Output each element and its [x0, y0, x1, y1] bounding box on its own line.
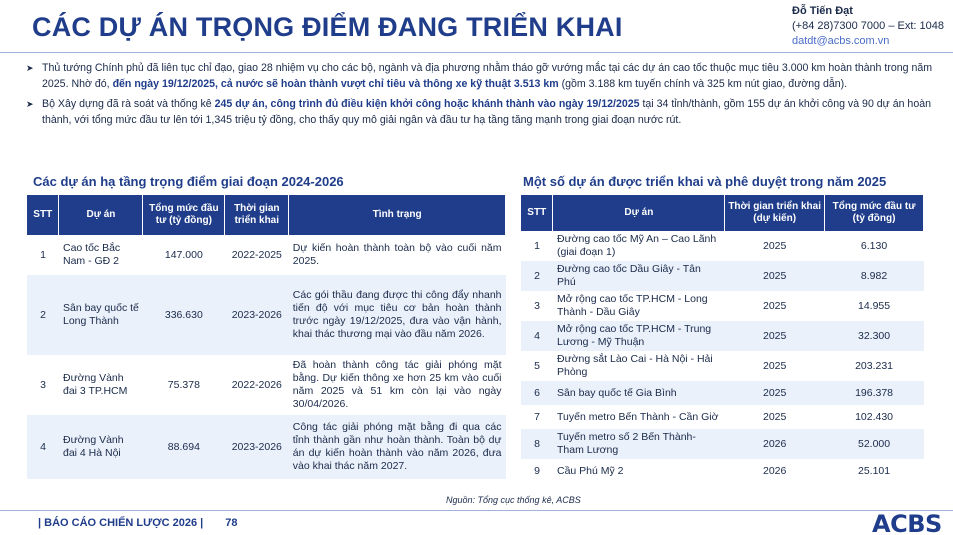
- cell-stt: 4: [27, 415, 59, 479]
- cell-investment: 196.378: [825, 381, 924, 405]
- table-row: [521, 429, 924, 459]
- cell-project: Đường sắt Lào Cai - Hà Nội - Hải Phòng: [556, 353, 713, 378]
- cell-stt: 2: [521, 261, 553, 291]
- bullet-highlight: đến ngày 19/12/2025, cả nước sẽ hoàn thành vượt chỉ tiêu và thông xe kỹ thuật 3.513 km: [112, 78, 559, 90]
- column-header: Dự án: [59, 195, 143, 235]
- cell-investment: 147.000: [164, 248, 203, 261]
- infrastructure-projects-table: [27, 195, 506, 479]
- cell-status: Các gói thầu đang được thi công đẩy nhanh tiến độ với mục tiêu cơ bản hoàn thành trước ngày 19/12/2025, đưa vào vận hành, khai thác thương mại vào đầu năm 2026.: [289, 275, 506, 355]
- cell-period: 2023-2026: [225, 275, 289, 355]
- cell-stt: 1: [534, 239, 540, 252]
- cell-status: Dự kiến hoàn thành toàn bộ vào cuối năm 2025.: [292, 242, 502, 267]
- table-row: [27, 235, 506, 275]
- cell-stt: 7: [534, 410, 540, 423]
- bullet-highlight: 245 dự án, công trình đủ điều kiện khởi công hoặc khánh thành vào ngày 19/12/2025: [214, 98, 640, 110]
- cell-investment: 75.378: [167, 378, 200, 391]
- cell-stt: 2: [27, 275, 59, 355]
- table-header-row: [27, 195, 506, 235]
- bullet-text: Thủ tướng Chính phủ đã liên tục chỉ đạo, giao 28 nhiệm vụ cho các bộ, ngành và địa phương nhằm tháo gỡ vướng mắc tại các dự án cao tốc thuộc mục tiêu 3.000 km hoàn thành trong năm 2025. Nhờ đó,: [42, 62, 933, 90]
- column-header: Thời gian triển khai (dự kiến): [725, 195, 825, 231]
- table-row: [521, 351, 924, 381]
- bullet-item: [26, 96, 948, 128]
- table-row: [521, 321, 924, 351]
- cell-investment: 52.000: [825, 429, 924, 459]
- page-number: 78: [225, 517, 238, 529]
- column-header: STT: [521, 195, 553, 231]
- table-row: [27, 275, 506, 355]
- cell-project: Cầu Phú Mỹ 2: [556, 464, 624, 477]
- cell-project: Mở rộng cao tốc TP.HCM - Long Thành - Dầu Giây: [556, 293, 708, 318]
- cell-period: 2025: [762, 299, 787, 312]
- report-name: | BÁO CÁO CHIẾN LƯỢC 2026 |: [38, 517, 204, 529]
- cell-investment: 102.430: [855, 410, 894, 423]
- footer: [38, 517, 238, 529]
- cell-investment: 336.630: [143, 275, 225, 355]
- cell-period: 2026: [725, 429, 825, 459]
- arrow-bullet-icon: ➤: [26, 63, 34, 73]
- table2-title: Một số dự án được triển khai và phê duyệt trong năm 2025: [523, 174, 887, 189]
- table-row: [521, 381, 924, 405]
- cell-period: 2023-2026: [225, 415, 289, 479]
- bullet-text: Bộ Xây dựng đã rà soát và thống kê: [42, 98, 215, 110]
- bullet-text: (gồm 3.188 km tuyến chính và 325 km nút giao, đường dẫn).: [558, 78, 848, 90]
- header-divider: [0, 52, 953, 53]
- cell-period: 2025: [725, 381, 825, 405]
- cell-project: Đường cao tốc Dầu Giây - Tân Phú: [553, 261, 725, 291]
- table-row: [521, 291, 924, 321]
- cell-stt: 9: [534, 464, 540, 477]
- table-row: [521, 405, 924, 429]
- cell-project: Đường Vành đai 3 TP.HCM: [62, 372, 128, 397]
- cell-project: Tuyến metro Bến Thành - Cần Giờ: [556, 410, 719, 423]
- table-header-row: [521, 195, 924, 231]
- summary-bullets: [26, 60, 948, 132]
- bullet-text: tại 34 tỉnh/thành, gồm 155 dự án khởi công và 90 dự án hoàn thành, với tổng mức đầu tư lên tới 1,345 triệu tỷ đồng, cho thấy quy mô giải ngân và đầu tư hạ tầng tăng mạnh trong giai đoạn nước rút.: [42, 98, 932, 126]
- cell-investment: 32.300: [825, 321, 924, 351]
- cell-stt: 3: [534, 299, 540, 312]
- column-header: Tổng mức đầu tư (tỷ đồng): [143, 195, 225, 235]
- table-row: [27, 415, 506, 479]
- author-email-link[interactable]: datdt@acbs.com.vn: [792, 35, 890, 47]
- bullet-item: [26, 60, 948, 92]
- cell-stt: 1: [40, 248, 46, 261]
- cell-stt: 8: [521, 429, 553, 459]
- cell-investment: 14.955: [857, 299, 891, 312]
- cell-stt: 6: [521, 381, 553, 405]
- table-row: [521, 261, 924, 291]
- table1-title: Các dự án hạ tầng trọng điểm giai đoạn 2024-2026: [33, 174, 344, 189]
- cell-stt: 5: [534, 359, 540, 372]
- cell-investment: 203.231: [855, 359, 894, 372]
- cell-project: Mở rộng cao tốc TP.HCM - Trung Lương - Mỹ Thuận: [553, 321, 725, 351]
- cell-investment: 25.101: [857, 464, 891, 477]
- cell-stt: 3: [40, 378, 46, 391]
- cell-project: Sân bay quốc tế Gia Bình: [553, 381, 725, 405]
- author-phone: (+84 28)7300 7000 – Ext: 1048: [792, 20, 944, 32]
- cell-project: Sân bay quốc tế Long Thành: [59, 275, 143, 355]
- cell-period: 2025: [762, 410, 787, 423]
- column-header: Tổng mức đầu tư (tỷ đồng): [825, 195, 924, 231]
- cell-status: Công tác giải phóng mặt bằng đi qua các tỉnh thành gần như hoàn thành. Toàn bộ dự án dự kiến hoàn thành vào năm 2026, đưa vào khai thác năm 2027.: [289, 415, 506, 479]
- author-name: Đỗ Tiến Đạt: [792, 5, 853, 17]
- cell-project: Cao tốc Bắc Nam - GĐ 2: [62, 242, 121, 267]
- cell-project: Tuyến metro số 2 Bến Thành-Tham Lương: [553, 429, 725, 459]
- acbs-logo: ACBS: [872, 510, 942, 535]
- cell-stt: 4: [521, 321, 553, 351]
- cell-investment: 6.130: [860, 239, 888, 252]
- table-row: [521, 459, 924, 483]
- column-header: STT: [27, 195, 59, 235]
- cell-period: 2026: [762, 464, 787, 477]
- footer-divider: [0, 510, 953, 511]
- cell-period: 2025: [762, 359, 787, 372]
- cell-status: Đã hoàn thành công tác giải phóng mặt bằng. Dự kiến thông xe hơn 25 km vào cuối năm 2025 và 51 km còn lại vào ngày 30/04/2026.: [292, 359, 502, 410]
- column-header: Thời gian triển khai: [225, 195, 289, 235]
- table-row: [521, 231, 924, 261]
- cell-period: 2025: [725, 321, 825, 351]
- column-header: Dự án: [553, 195, 725, 231]
- author-contact: [792, 4, 944, 49]
- cell-period: 2025: [762, 239, 787, 252]
- cell-period: 2022-2025: [231, 248, 282, 261]
- cell-period: 2025: [725, 261, 825, 291]
- page-title: CÁC DỰ ÁN TRỌNG ĐIỂM ĐANG TRIỂN KHAI: [32, 12, 623, 42]
- cell-project: Đường cao tốc Mỹ An – Cao Lãnh (giai đoạn 1): [556, 233, 717, 258]
- column-header: Tình trạng: [289, 195, 506, 235]
- cell-investment: 8.982: [825, 261, 924, 291]
- arrow-bullet-icon: ➤: [26, 99, 34, 109]
- approved-projects-table: [521, 195, 924, 483]
- source-note: Nguồn: Tổng cục thống kê, ACBS: [446, 495, 581, 505]
- cell-project: Đường Vành đai 4 Hà Nội: [59, 415, 143, 479]
- table-row: [27, 355, 506, 415]
- cell-investment: 88.694: [143, 415, 225, 479]
- cell-period: 2022-2026: [231, 378, 282, 391]
